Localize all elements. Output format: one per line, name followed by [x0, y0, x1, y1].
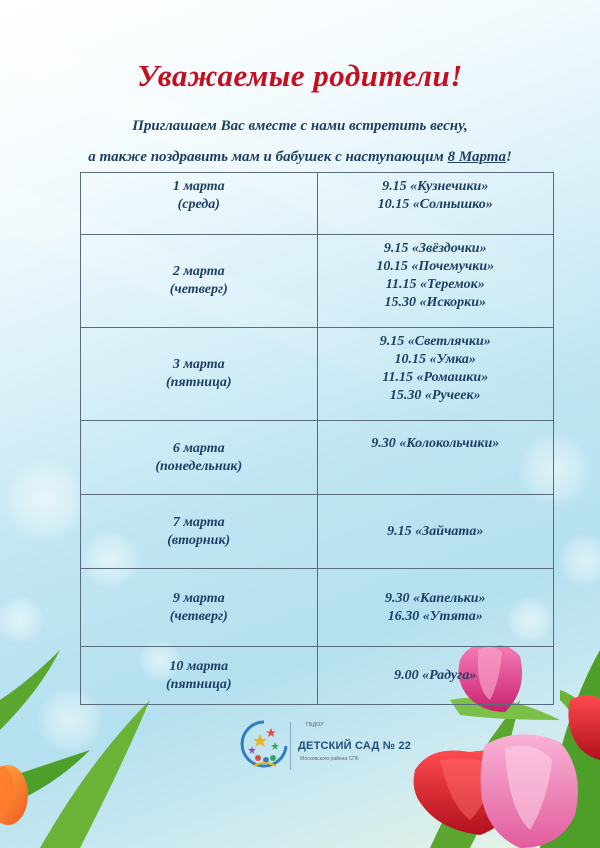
invitation-line-2-suffix: !	[505, 149, 512, 165]
date-cell	[81, 235, 318, 328]
logo-org-type: ГБДОУ	[306, 722, 324, 728]
schedule-table	[80, 172, 554, 705]
invitation-line-2-prefix: а также поздравить мам и бабушек с наступающим	[88, 149, 448, 165]
date-label: 10 марта	[169, 658, 229, 674]
page-title: Уважаемые родители!	[137, 58, 463, 93]
logo-district: Московского района СПб	[300, 756, 359, 762]
weekday-label: (вторник)	[167, 532, 231, 548]
event-item: 15.30 «Искорки»	[384, 295, 487, 310]
weekday-label: (четверг)	[169, 608, 228, 624]
event-item: 11.15 «Теремок»	[385, 277, 485, 292]
event-item: 16.30 «Утята»	[387, 608, 483, 624]
event-item: 9.15 «Зайчата»	[387, 523, 484, 539]
event-item: 9.30 «Капельки»	[384, 590, 486, 606]
event-item: 9.15 «Светлячки»	[379, 334, 491, 349]
table-row	[81, 328, 554, 421]
events-cell	[317, 495, 554, 569]
events-cell	[317, 421, 554, 495]
table-row	[81, 495, 554, 569]
date-cell	[81, 495, 318, 569]
table-row	[81, 421, 554, 495]
events-cell	[317, 647, 554, 705]
holiday-name: 8 Марта	[447, 149, 506, 165]
event-item: 11.15 «Ромашки»	[382, 370, 489, 385]
date-cell	[81, 569, 318, 647]
weekday-label: (понедельник)	[155, 458, 243, 474]
date-label: 6 марта	[172, 440, 225, 456]
date-label: 3 марта	[172, 357, 225, 372]
date-cell	[81, 173, 318, 235]
date-cell	[81, 647, 318, 705]
table-row	[81, 647, 554, 705]
table-row	[81, 569, 554, 647]
events-cell	[317, 328, 554, 421]
events-cell	[317, 173, 554, 235]
date-label: 9 марта	[172, 590, 225, 606]
date-label: 1 марта	[172, 179, 225, 194]
logo-divider	[290, 722, 291, 770]
event-item: 10.15 «Умка»	[394, 352, 476, 367]
date-label: 2 марта	[172, 264, 225, 279]
table-row	[81, 235, 554, 328]
weekday-label: (четверг)	[169, 282, 228, 297]
date-cell	[81, 421, 318, 495]
event-item: 9.00 «Радуга»	[394, 667, 477, 683]
invitation-line-2	[0, 149, 600, 166]
weekday-label: (среда)	[177, 197, 220, 212]
date-label: 7 марта	[172, 514, 225, 530]
events-cell	[317, 569, 554, 647]
event-item: 9.30 «Колокольчики»	[371, 436, 500, 451]
table-row	[81, 173, 554, 235]
kindergarten-emblem-icon	[238, 716, 290, 776]
date-cell	[81, 328, 318, 421]
event-item: 10.15 «Почемучки»	[376, 259, 495, 274]
logo-name: ДЕТСКИЙ САД № 22	[298, 740, 412, 752]
weekday-label: (пятница)	[165, 375, 232, 390]
event-item: 10.15 «Солнышко»	[377, 197, 493, 212]
events-cell	[317, 235, 554, 328]
kindergarten-logo	[238, 716, 428, 776]
event-item: 9.15 «Кузнечики»	[382, 179, 489, 194]
event-item: 15.30 «Ручеек»	[389, 388, 481, 403]
invitation-line-1: Приглашаем Вас вместе с нами встретить весну,	[132, 118, 468, 134]
weekday-label: (пятница)	[165, 676, 232, 692]
event-item: 9.15 «Звёздочки»	[383, 241, 487, 256]
